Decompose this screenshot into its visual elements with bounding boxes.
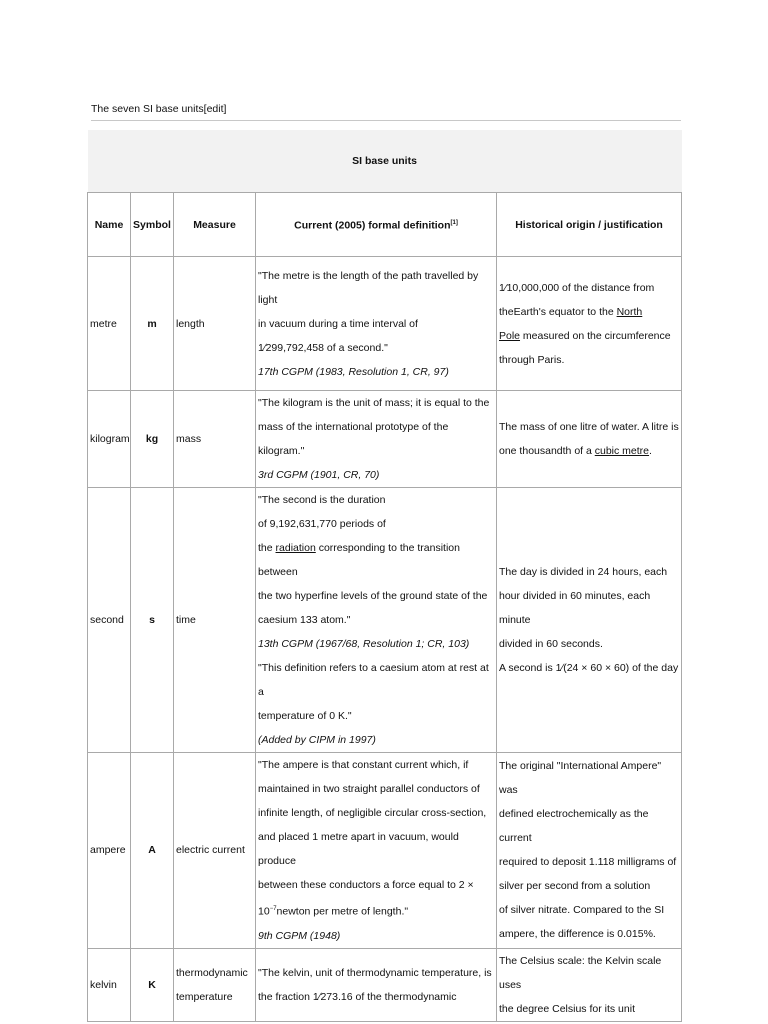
definition-line: caesium 133 atom." — [258, 614, 351, 626]
history-line: The mass of one litre of water. A litre is — [499, 421, 679, 433]
unit-history — [497, 753, 682, 949]
unit-symbol: K — [131, 948, 174, 1021]
col-header-measure: Measure — [174, 193, 256, 257]
history-line: silver per second from a solution — [499, 880, 651, 893]
table-row-ampere — [88, 753, 682, 949]
unit-definition — [256, 257, 497, 391]
history-line: divided in 60 seconds. — [499, 638, 603, 650]
history-text: . — [649, 445, 652, 457]
unit-name: ampere — [88, 753, 131, 949]
unit-measure — [174, 948, 256, 1021]
unit-name: kelvin — [88, 948, 131, 1021]
col-header-definition-label: Current (2005) formal definition — [294, 219, 451, 232]
unit-symbol: m — [131, 257, 174, 391]
definition-citation: 17th CGPM (1983, Resolution 1, CR, 97) — [258, 365, 449, 378]
link-cubic-metre[interactable]: cubic metre — [594, 445, 650, 457]
history-line — [499, 439, 679, 463]
history-line: hour divided in 60 minutes, each minute — [499, 590, 651, 626]
unit-measure: time — [174, 488, 256, 753]
col-header-symbol: Symbol — [131, 193, 174, 257]
unit-history — [497, 948, 682, 1021]
table-row-kelvin — [88, 948, 682, 1021]
definition-line: "The kelvin, unit of thermodynamic temperature, is — [258, 966, 492, 979]
table-row-second — [88, 488, 682, 753]
unit-definition — [256, 391, 497, 488]
definition-citation: 9th CGPM (1948) — [258, 929, 341, 942]
exponent: −7 — [269, 906, 277, 912]
history-text: one thousandth of a — [499, 445, 595, 457]
unit-symbol: kg — [131, 391, 174, 488]
definition-line — [258, 536, 494, 584]
definition-line: "The second is the duration — [258, 494, 386, 506]
link-north-pole[interactable]: North — [616, 305, 643, 318]
history-line: of silver nitrate. Compared to the SI — [499, 904, 665, 917]
definition-line: "The kilogram is the unit of mass; it is equal to the — [258, 397, 490, 409]
definition-line: 1∕299,792,458 of a second." — [258, 341, 388, 354]
section-title: The seven SI base units — [91, 103, 204, 115]
link-radiation[interactable]: radiation — [275, 542, 316, 554]
unit-history — [497, 257, 682, 391]
unit-history — [497, 488, 682, 753]
table-caption-row — [88, 130, 682, 193]
link-north-pole[interactable]: Pole — [499, 329, 521, 342]
definition-line — [258, 897, 494, 924]
table-header-row — [88, 193, 682, 257]
table-row-metre — [88, 257, 682, 391]
definition-citation: 13th CGPM (1967/68, Resolution 1; CR, 103) — [258, 638, 470, 650]
history-line: The original "International Ampere" was — [499, 760, 662, 797]
definition-line: of 9,192,631,770 periods of — [258, 518, 386, 530]
unit-definition — [256, 753, 497, 949]
history-line: the degree Celsius for its unit — [499, 1002, 635, 1015]
unit-definition — [256, 488, 497, 753]
definition-line: in vacuum during a time interval of — [258, 317, 418, 330]
history-line: The day is divided in 24 hours, each — [499, 566, 668, 578]
definition-line: "This definition refers to a caesium atom at rest at a — [258, 662, 489, 698]
history-text: theEarth's equator to the — [499, 305, 617, 318]
unit-symbol: A — [131, 753, 174, 949]
unit-measure: electric current — [174, 753, 256, 949]
history-line: The Celsius scale: the Kelvin scale uses — [499, 954, 662, 991]
history-line: defined electrochemically as the current — [499, 808, 649, 845]
definition-line: mass of the international prototype of the kilogram." — [258, 421, 449, 457]
history-line: through Paris. — [499, 353, 565, 366]
unit-history — [497, 391, 682, 488]
table-caption: SI base units — [88, 130, 682, 193]
si-base-units-table — [87, 130, 682, 1022]
definition-line: "The metre is the length of the path travelled by light — [258, 269, 479, 306]
unit-symbol: s — [131, 488, 174, 753]
unit-measure: length — [174, 257, 256, 391]
unit-measure: mass — [174, 391, 256, 488]
history-text: measured on the circumference — [520, 329, 671, 342]
unit-name: metre — [88, 257, 131, 391]
col-header-definition — [256, 193, 497, 257]
reference-link[interactable]: [1] — [450, 220, 458, 227]
definition-text: the — [258, 542, 276, 554]
unit-definition — [256, 948, 497, 1021]
history-line: 1⁄10,000,000 of the distance from — [499, 281, 655, 294]
col-header-history: Historical origin / justification — [497, 193, 682, 257]
definition-line: maintained in two straight parallel conductors of — [258, 783, 480, 795]
definition-line: infinite length, of negligible circular cross-section, — [258, 807, 487, 819]
unit-name: kilogram — [88, 391, 131, 488]
unit-name: second — [88, 488, 131, 753]
definition-citation: 3rd CGPM (1901, CR, 70) — [258, 469, 380, 481]
history-line: A second is 1∕(24 × 60 × 60) of the day — [499, 662, 679, 674]
definition-line: between these conductors a force equal to 2 × — [258, 879, 474, 891]
definition-line: temperature of 0 K." — [258, 710, 352, 722]
definition-citation: (Added by CIPM in 1997) — [258, 734, 376, 746]
section-heading — [91, 103, 681, 121]
definition-text: 10 — [258, 905, 270, 918]
definition-line: the fraction 1∕273.16 of the thermodynamic — [258, 990, 457, 1003]
measure-line: thermodynamic — [176, 966, 248, 979]
definition-text: corresponding to the transition between — [258, 542, 460, 578]
edit-link[interactable]: [edit] — [203, 103, 227, 115]
table-row-kilogram — [88, 391, 682, 488]
history-line — [499, 324, 679, 348]
history-line: ampere, the difference is 0.015%. — [499, 928, 656, 941]
history-line: required to deposit 1.118 milligrams of — [499, 856, 677, 869]
measure-line: temperature — [176, 990, 233, 1003]
definition-line: the two hyperfine levels of the ground state of the — [258, 590, 488, 602]
history-line — [499, 300, 679, 324]
definition-line: "The ampere is that constant current which, if — [258, 759, 469, 771]
definition-text: newton per metre of length." — [276, 905, 409, 918]
definition-line: and placed 1 metre apart in vacuum, would produce — [258, 831, 459, 867]
col-header-name: Name — [88, 193, 131, 257]
